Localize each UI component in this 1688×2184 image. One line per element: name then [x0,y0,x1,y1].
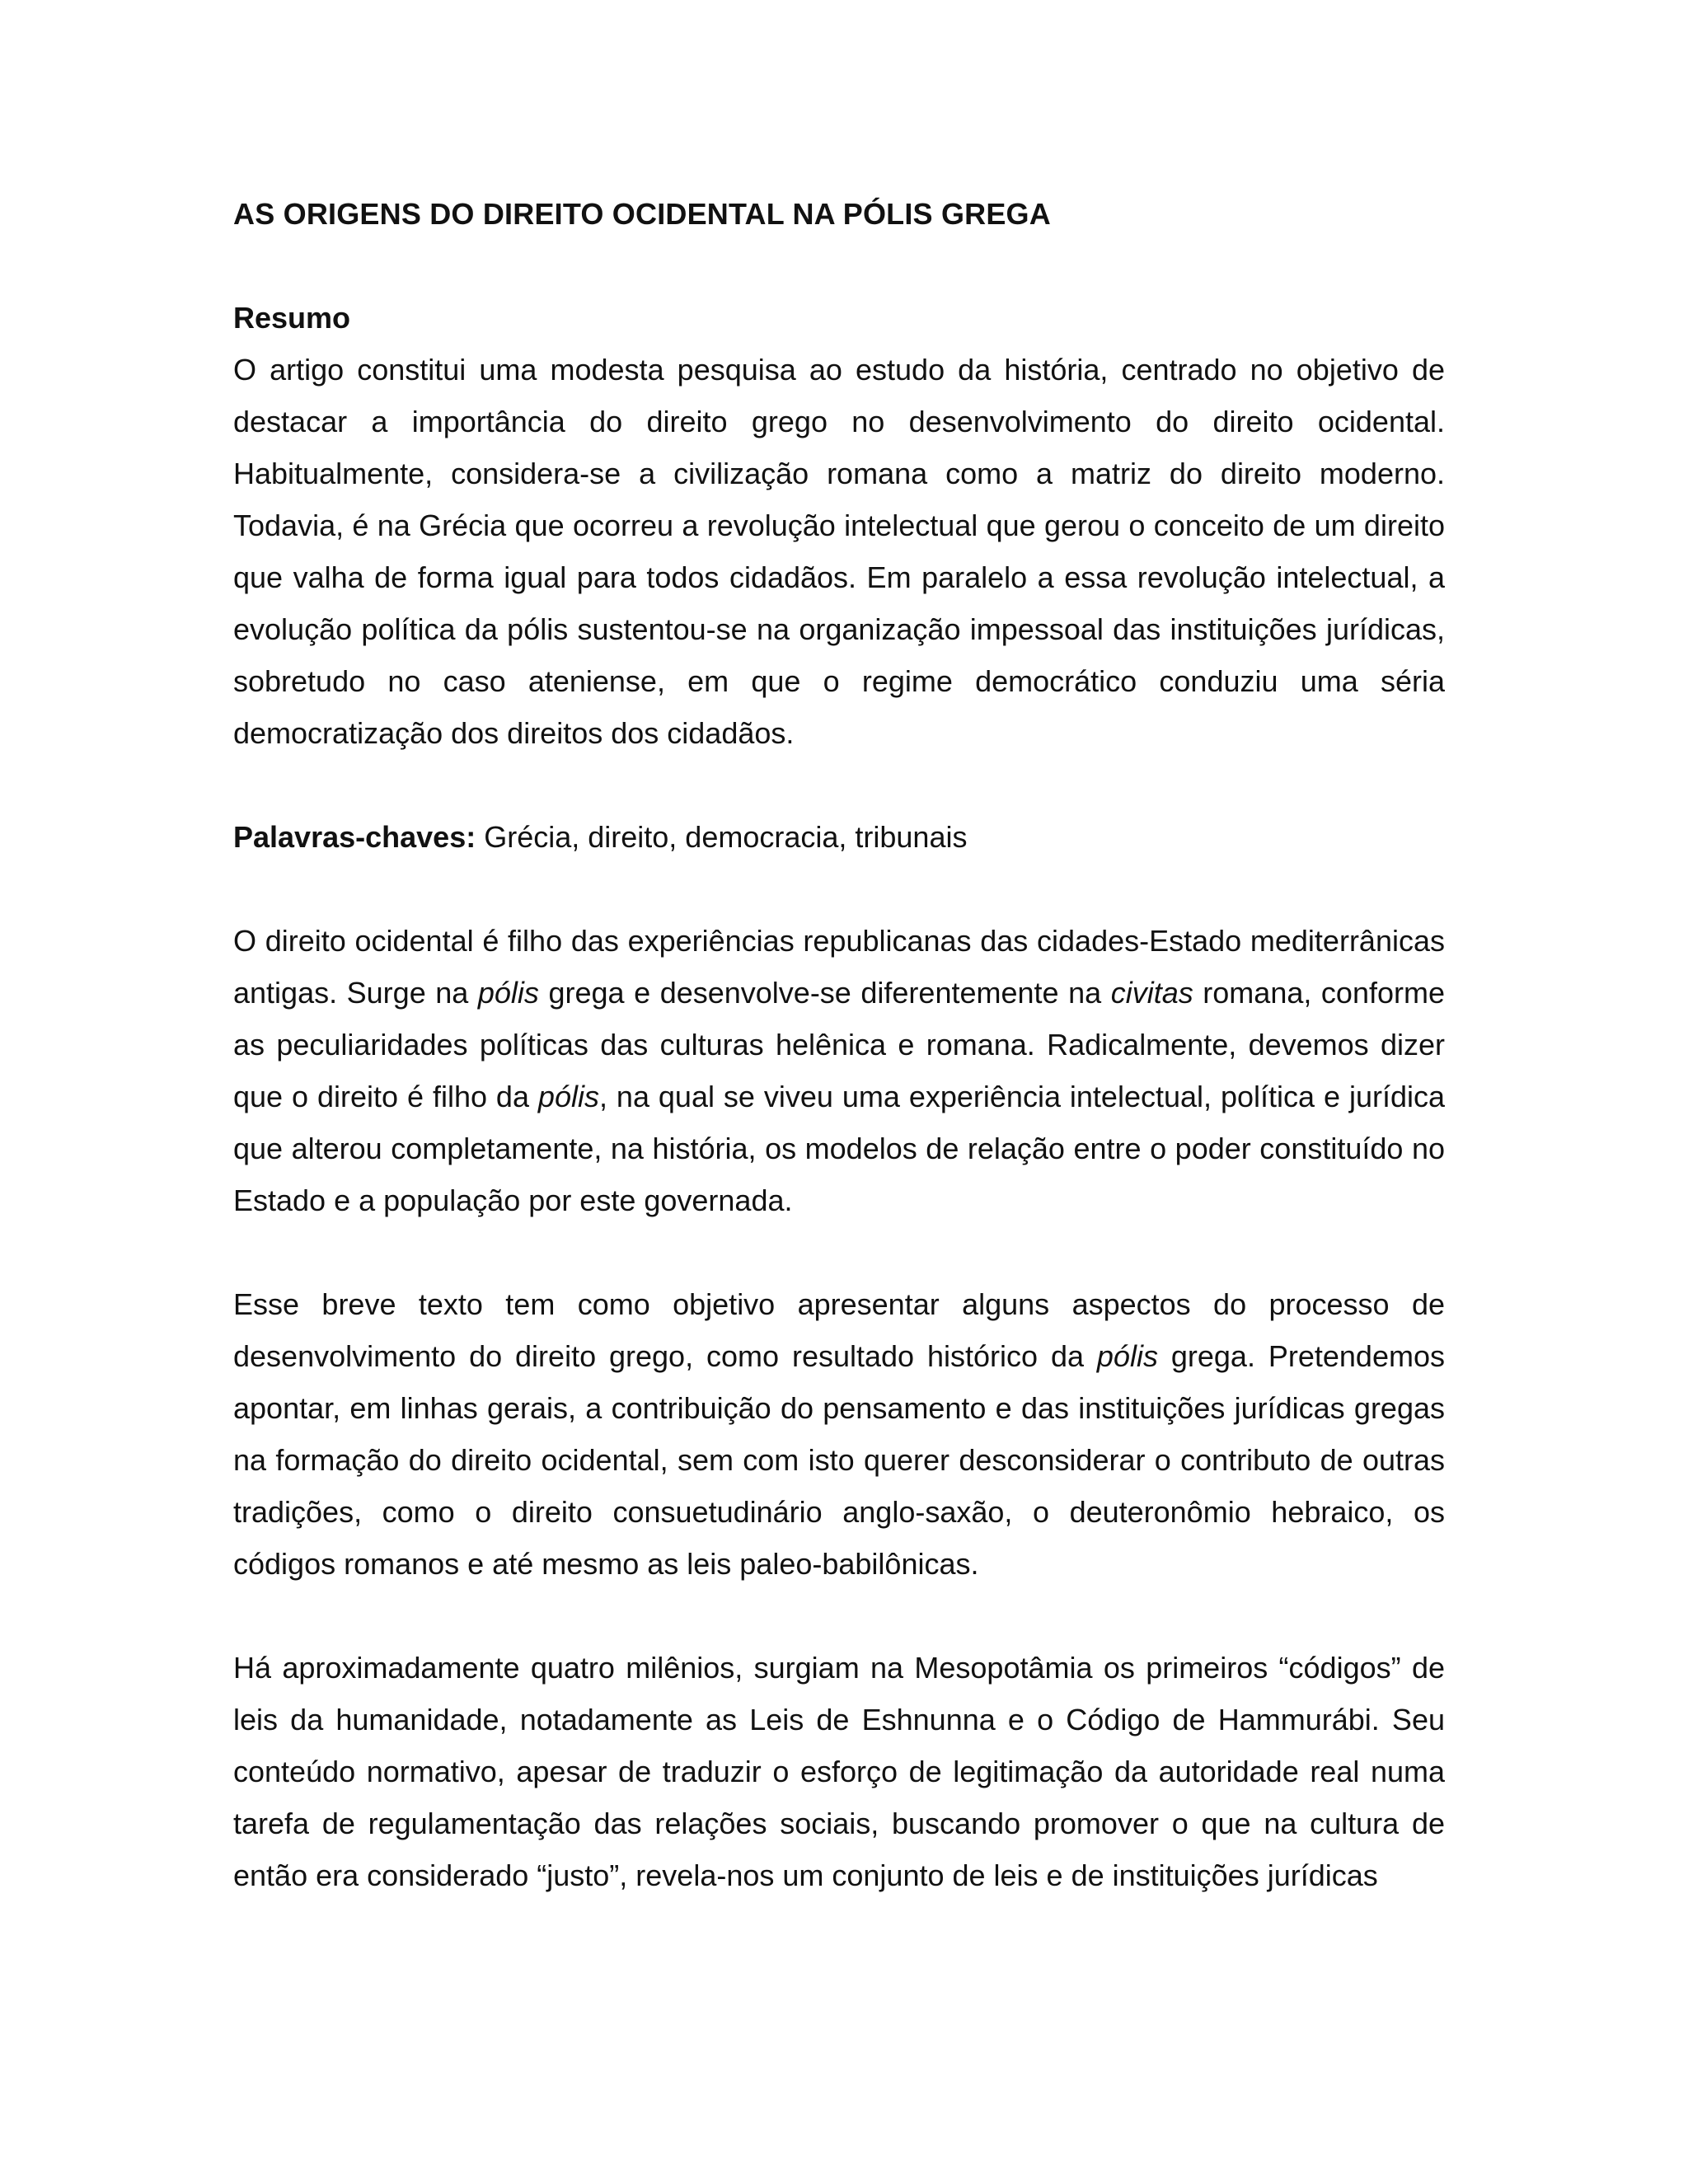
paragraph-1-italic: pólis [537,1080,599,1113]
body-paragraph-1 [233,915,1445,1226]
abstract-heading: Resumo [233,301,351,335]
body-paragraph-2 [233,1278,1445,1590]
document-title: AS ORIGENS DO DIREITO OCIDENTAL NA PÓLIS GREGA [233,197,1051,231]
keywords-line [233,811,1445,863]
paragraph-1-italic: civitas [1110,976,1193,1010]
paragraph-1-text: grega e desenvolve-se diferentemente na [538,976,1111,1010]
paragraph-1-italic: pólis [477,976,539,1010]
keywords-label: Palavras-chaves: [233,820,476,854]
keywords-text: Grécia, direito, democracia, tribunais [476,820,968,854]
document-page [233,188,1445,1901]
abstract-text: O artigo constitui uma modesta pesquisa ao estudo da história, centrado no objetivo de destacar a importância do direito grego no desenvolvimento do direito ocidental. Habitualmente, considera-se a civilização romana como a matriz do direito moderno. Todavia, é na Grécia que ocorreu a revolução intelectual que gerou o conceito de um direito que valha de forma igual para todos cidadãos. Em paralelo a essa revolução intelectual, a evolução política da pólis sustentou-se na organização impessoal das instituições jurídicas, sobretudo no caso ateniense, em que o regime democrático conduziu uma séria democratização dos direitos dos cidadãos. [233,353,1445,750]
paragraph-1-text: O direito ocidental é filho das experiências republicanas das cidades-Estado mediterrânicas antigas. Surge na [233,924,1445,1010]
paragraph-2-text: grega. Pretendemos apontar, em linhas gerais, a contribuição do pensamento e das instituições jurídicas gregas na formação do direito ocidental, sem com isto querer desconsiderar o contributo de outras tradições, como o direito consuetudinário anglo-saxão, o deuteronômio hebraico, os códigos romanos e até mesmo as leis paleo-babilônicas. [233,1339,1445,1581]
paragraph-2-text: Esse breve texto tem como objetivo apresentar alguns aspectos do processo de desenvolvimento do direito grego, como resultado histórico da [233,1287,1445,1373]
paragraph-2-italic: pólis [1096,1339,1158,1373]
paragraph-1-text: romana, conforme as peculiaridades políticas das culturas helênica e romana. Radicalmente, devemos dizer que o direito é filho da [233,976,1445,1113]
body-paragraph-3: Há aproximadamente quatro milênios, surgiam na Mesopotâmia os primeiros “códigos” de leis da humanidade, notadamente as Leis de Eshnunna e o Código de Hammurábi. Seu conteúdo normativo, apesar de traduzir o esforço de legitimação da autoridade real numa tarefa de regulamentação das relações sociais, buscando promover o que na cultura de então era considerado “justo”, revela-nos um conjunto de leis e de instituições jurídicas [233,1651,1445,1892]
paragraph-1-text: , na qual se viveu uma experiência intelectual, política e jurídica que alterou completamente, na história, os modelos de relação entre o poder constituído no Estado e a população por este governada. [233,1080,1445,1217]
